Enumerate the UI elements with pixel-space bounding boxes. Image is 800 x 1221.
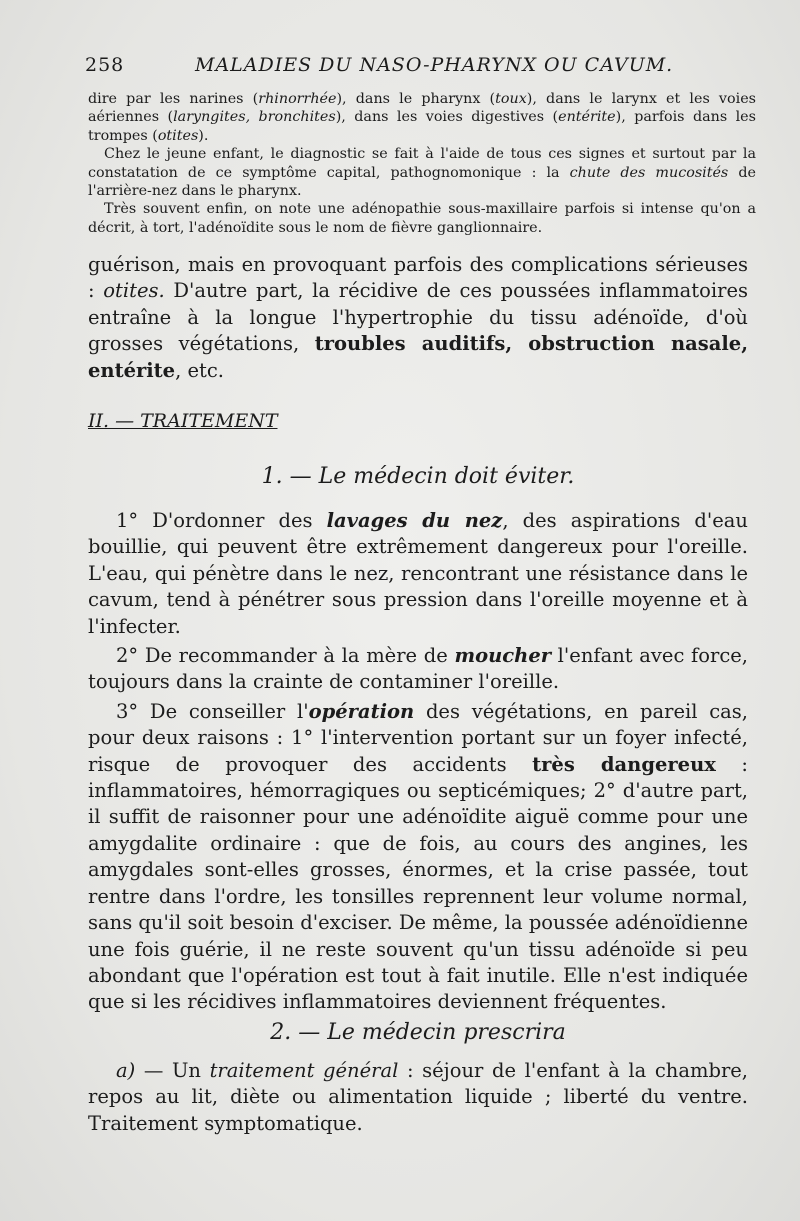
section-title: II. — TRAITEMENT bbox=[88, 410, 278, 432]
bold-italic-term: moucher bbox=[454, 644, 552, 668]
italic-term: otites bbox=[157, 127, 199, 144]
text-run: ), dans les voies digestives ( bbox=[335, 109, 559, 126]
numbered-list bbox=[88, 508, 748, 1019]
text-run: — Un bbox=[135, 1059, 210, 1082]
main-text bbox=[88, 252, 748, 384]
text-run: 3° De conseiller l' bbox=[116, 699, 309, 723]
italic-term: rhinorrhée bbox=[258, 91, 337, 107]
final-paragraph bbox=[88, 1058, 748, 1137]
text-run: : inflammatoires, hémorragiques ou septicémiques; 2° d'autre part, il suffit de raisonner pour une adénoïdite aiguë comme pour une amygdalite ordinaire : que de fois, au cours des angines, les amygdales sont-elles grosses, énormes, et la crise passée, tout rentre dans l'ordre, les tonsilles reprennent leur volume normal, sans qu'il soit besoin d'exciser. De même, la poussée adénoïdienne une fois guérie, il ne reste souvent qu'un tissu adénoïde si peu abondant que l'opération est tout à fait inutile. Elle n'est indiquée que si les récidives inflammatoires deviennent fréquentes. bbox=[88, 752, 748, 1014]
bold-italic-term: lavages du nez bbox=[326, 509, 503, 532]
italic-term: toux bbox=[495, 91, 527, 107]
bold-term: troubles auditifs, obstruction nasale, entérite bbox=[88, 332, 748, 382]
text-run: guérison, mais en provoquant parfois des complications sérieuses : bbox=[88, 253, 748, 303]
note-paragraph-2 bbox=[88, 145, 756, 200]
subsection-title-2: 2. — Le médecin prescrira bbox=[270, 1020, 566, 1045]
text-run: ), dans le pharynx ( bbox=[336, 91, 496, 107]
italic-term: chute des mucosités bbox=[569, 164, 729, 181]
final-text bbox=[88, 1058, 748, 1137]
text-run: ), parfois dans les trompes ( bbox=[88, 109, 756, 144]
list-item bbox=[88, 699, 748, 1016]
page-number: 258 bbox=[85, 54, 125, 76]
item-label: a) bbox=[116, 1059, 136, 1082]
subsection-title-1: 1. — Le médecin doit éviter. bbox=[261, 464, 575, 489]
text-run: dire par les narines ( bbox=[88, 91, 259, 107]
text-run: D'autre part, la récidive de ces poussées inflammatoires entraîne à la longue l'hypertrophie du tissu adénoïde, d'où grosses végétations, bbox=[88, 279, 748, 356]
main-paragraph bbox=[88, 252, 748, 384]
italic-term: traitement général bbox=[209, 1059, 399, 1082]
running-title: MALADIES DU NASO-PHARYNX OU CAVUM. bbox=[195, 54, 674, 76]
text-run: Chez le jeune enfant, le diagnostic se fait à l'aide de tous ces signes et surtout par la constatation de ce symptôme capital, pathognomonique : la bbox=[88, 146, 756, 181]
text-run: l'enfant avec force, toujours dans la crainte de contaminer l'oreille. bbox=[88, 644, 748, 694]
bold-term: très dangereux bbox=[532, 752, 716, 776]
note-paragraph-3: Très souvent enfin, on note une adénopathie sous-maxillaire parfois si intense qu'on a décrit, à tort, l'adénoïdite sous le nom de fièvre ganglionnaire. bbox=[88, 201, 756, 236]
note-paragraph-1 bbox=[88, 90, 756, 145]
text-run: de l'arrière-nez dans le pharynx. bbox=[88, 164, 756, 200]
text-run: ), dans le larynx et les voies aériennes ( bbox=[88, 91, 756, 126]
italic-term: laryngites, bronchites bbox=[173, 109, 336, 126]
text-run: 1° D'ordonner des bbox=[116, 509, 327, 532]
text-run: : séjour de l'enfant à la chambre, repos au lit, diète ou alimentation liquide ; liberté du ventre. Traitement symptomatique. bbox=[88, 1059, 748, 1135]
text-run: ). bbox=[198, 127, 209, 144]
text-run: , des aspirations d'eau bouillie, qui peuvent être extrêmement dangereux pour l'oreille. L'eau, qui pénètre dans le nez, rencontrant une résistance dans le cavum, tend à pénétrer sous pression dans l'oreille moyenne et à l'infecter. bbox=[88, 509, 748, 638]
italic-term: otites. bbox=[103, 279, 165, 303]
small-print-note bbox=[88, 90, 756, 237]
list-item bbox=[88, 643, 748, 696]
italic-term: entérite bbox=[558, 109, 616, 126]
text-run: , etc. bbox=[175, 358, 224, 382]
bold-italic-term: opération bbox=[308, 699, 415, 723]
list-item bbox=[88, 508, 748, 640]
text-run: des végétations, en pareil cas, pour deux raisons : 1° l'intervention portant sur un foyer infecté, risque de provoquer des accidents bbox=[88, 699, 748, 776]
text-run: 2° De recommander à la mère de bbox=[116, 644, 455, 668]
